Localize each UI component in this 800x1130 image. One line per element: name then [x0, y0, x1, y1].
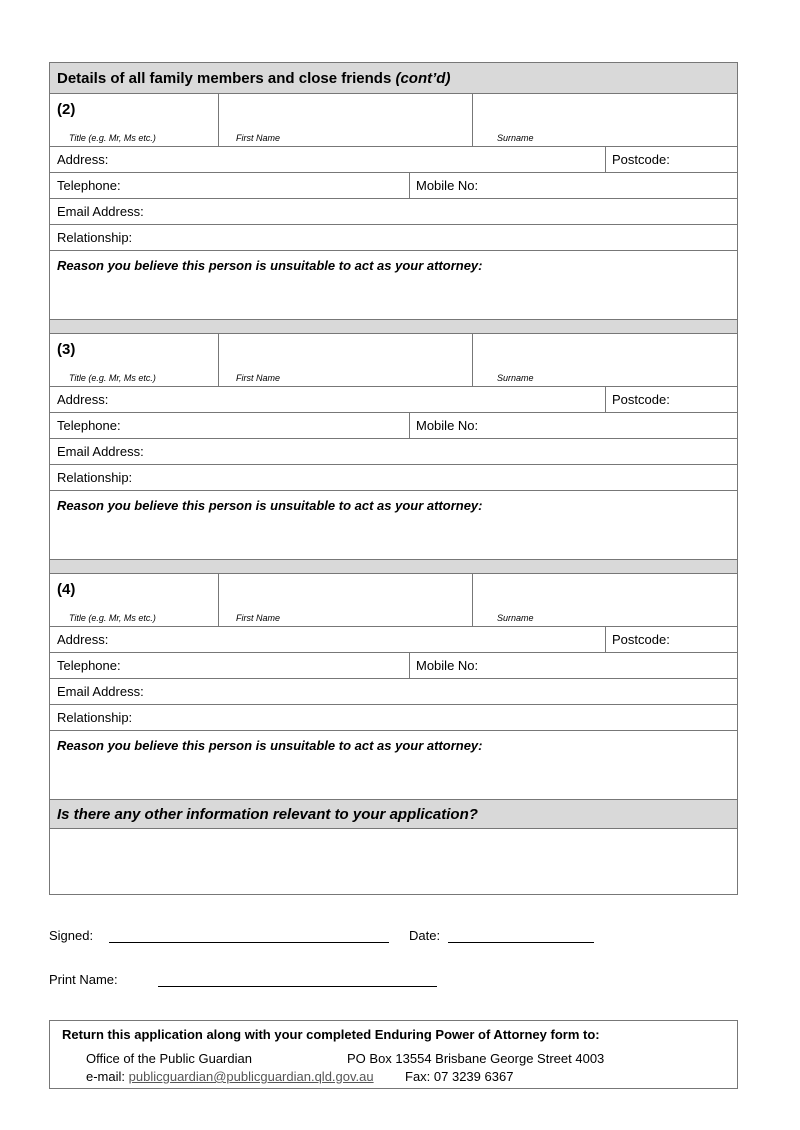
telephone-row[interactable]	[50, 653, 737, 679]
first-name-label: First Name	[236, 373, 281, 383]
surname-label: Surname	[497, 373, 534, 383]
divider	[605, 627, 606, 652]
relationship-label: Relationship:	[57, 230, 133, 245]
telephone-label: Telephone:	[57, 418, 121, 433]
first-name-label: First Name	[236, 133, 281, 143]
relationship-label: Relationship:	[57, 470, 133, 485]
person-4-name-row	[50, 574, 737, 627]
email-prefix: e-mail:	[86, 1069, 126, 1084]
person-2-name-row	[50, 94, 737, 147]
reason-label: Reason you believe this person is unsuitable to act as your attorney:	[57, 498, 483, 513]
person-3-name-row	[50, 334, 737, 387]
section-title-suffix: (cont’d)	[395, 70, 451, 87]
other-info-question: Is there any other information relevant to your application?	[57, 806, 478, 823]
fax-number: Fax: 07 3239 6367	[405, 1069, 514, 1084]
email-label: Email Address:	[57, 204, 144, 219]
address-label: Address:	[57, 632, 109, 647]
mobile-label: Mobile No:	[416, 658, 479, 673]
title-hint: Title (e.g. Mr, Ms etc.)	[69, 373, 156, 383]
first-name-field[interactable]	[218, 94, 473, 146]
signature-line[interactable]	[109, 942, 389, 943]
divider	[605, 147, 606, 172]
reason-field[interactable]	[50, 491, 737, 560]
first-name-field[interactable]	[218, 334, 473, 386]
telephone-label: Telephone:	[57, 658, 121, 673]
postcode-label: Postcode:	[612, 632, 670, 647]
print-name-label: Print Name:	[49, 972, 118, 987]
email-link[interactable]: publicguardian@publicguardian.qld.gov.au	[128, 1069, 374, 1084]
date-line[interactable]	[448, 942, 594, 943]
mobile-label: Mobile No:	[416, 178, 479, 193]
other-info-field[interactable]	[50, 829, 737, 894]
email-row[interactable]	[50, 439, 737, 465]
section-spacer	[50, 320, 737, 334]
relationship-row[interactable]	[50, 705, 737, 731]
first-name-label: First Name	[236, 613, 281, 623]
divider	[409, 413, 410, 438]
reason-label: Reason you believe this person is unsuitable to act as your attorney:	[57, 258, 483, 273]
surname-field[interactable]	[472, 94, 737, 146]
email-row[interactable]	[50, 679, 737, 705]
email-label: Email Address:	[57, 444, 144, 459]
section-header	[50, 63, 737, 94]
address-label: Address:	[57, 152, 109, 167]
office-name: Office of the Public Guardian	[86, 1051, 252, 1066]
section-title: Details of all family members and close friends (cont’d)	[57, 70, 451, 87]
person-number: (4)	[57, 581, 76, 598]
address-row[interactable]	[50, 147, 737, 173]
reason-label: Reason you believe this person is unsuitable to act as your attorney:	[57, 738, 483, 753]
surname-label: Surname	[497, 613, 534, 623]
postcode-label: Postcode:	[612, 392, 670, 407]
return-info-box	[49, 1020, 738, 1089]
print-name-line[interactable]	[158, 986, 437, 987]
title-field[interactable]	[50, 94, 219, 146]
surname-label: Surname	[497, 133, 534, 143]
divider	[409, 653, 410, 678]
relationship-row[interactable]	[50, 225, 737, 251]
email-line	[86, 1069, 374, 1084]
email-row[interactable]	[50, 199, 737, 225]
title-hint: Title (e.g. Mr, Ms etc.)	[69, 133, 156, 143]
person-number: (2)	[57, 101, 76, 118]
title-field[interactable]	[50, 334, 219, 386]
signed-label: Signed:	[49, 928, 94, 943]
title-hint: Title (e.g. Mr, Ms etc.)	[69, 613, 156, 623]
person-number: (3)	[57, 341, 76, 358]
reason-field[interactable]	[50, 731, 737, 800]
title-field[interactable]	[50, 574, 219, 626]
date-label: Date:	[409, 928, 441, 943]
address-row[interactable]	[50, 387, 737, 413]
return-title: Return this application along with your completed Enduring Power of Attorney form to:	[62, 1027, 600, 1042]
divider	[409, 173, 410, 198]
family-members-form	[49, 62, 738, 895]
reason-field[interactable]	[50, 251, 737, 320]
telephone-row[interactable]	[50, 173, 737, 199]
first-name-field[interactable]	[218, 574, 473, 626]
po-box: PO Box 13554 Brisbane George Street 4003	[347, 1051, 605, 1066]
telephone-row[interactable]	[50, 413, 737, 439]
email-label: Email Address:	[57, 684, 144, 699]
relationship-row[interactable]	[50, 465, 737, 491]
postcode-label: Postcode:	[612, 152, 670, 167]
other-info-header	[50, 800, 737, 829]
mobile-label: Mobile No:	[416, 418, 479, 433]
divider	[605, 387, 606, 412]
surname-field[interactable]	[472, 334, 737, 386]
telephone-label: Telephone:	[57, 178, 121, 193]
relationship-label: Relationship:	[57, 710, 133, 725]
surname-field[interactable]	[472, 574, 737, 626]
address-row[interactable]	[50, 627, 737, 653]
section-spacer	[50, 560, 737, 574]
address-label: Address:	[57, 392, 109, 407]
